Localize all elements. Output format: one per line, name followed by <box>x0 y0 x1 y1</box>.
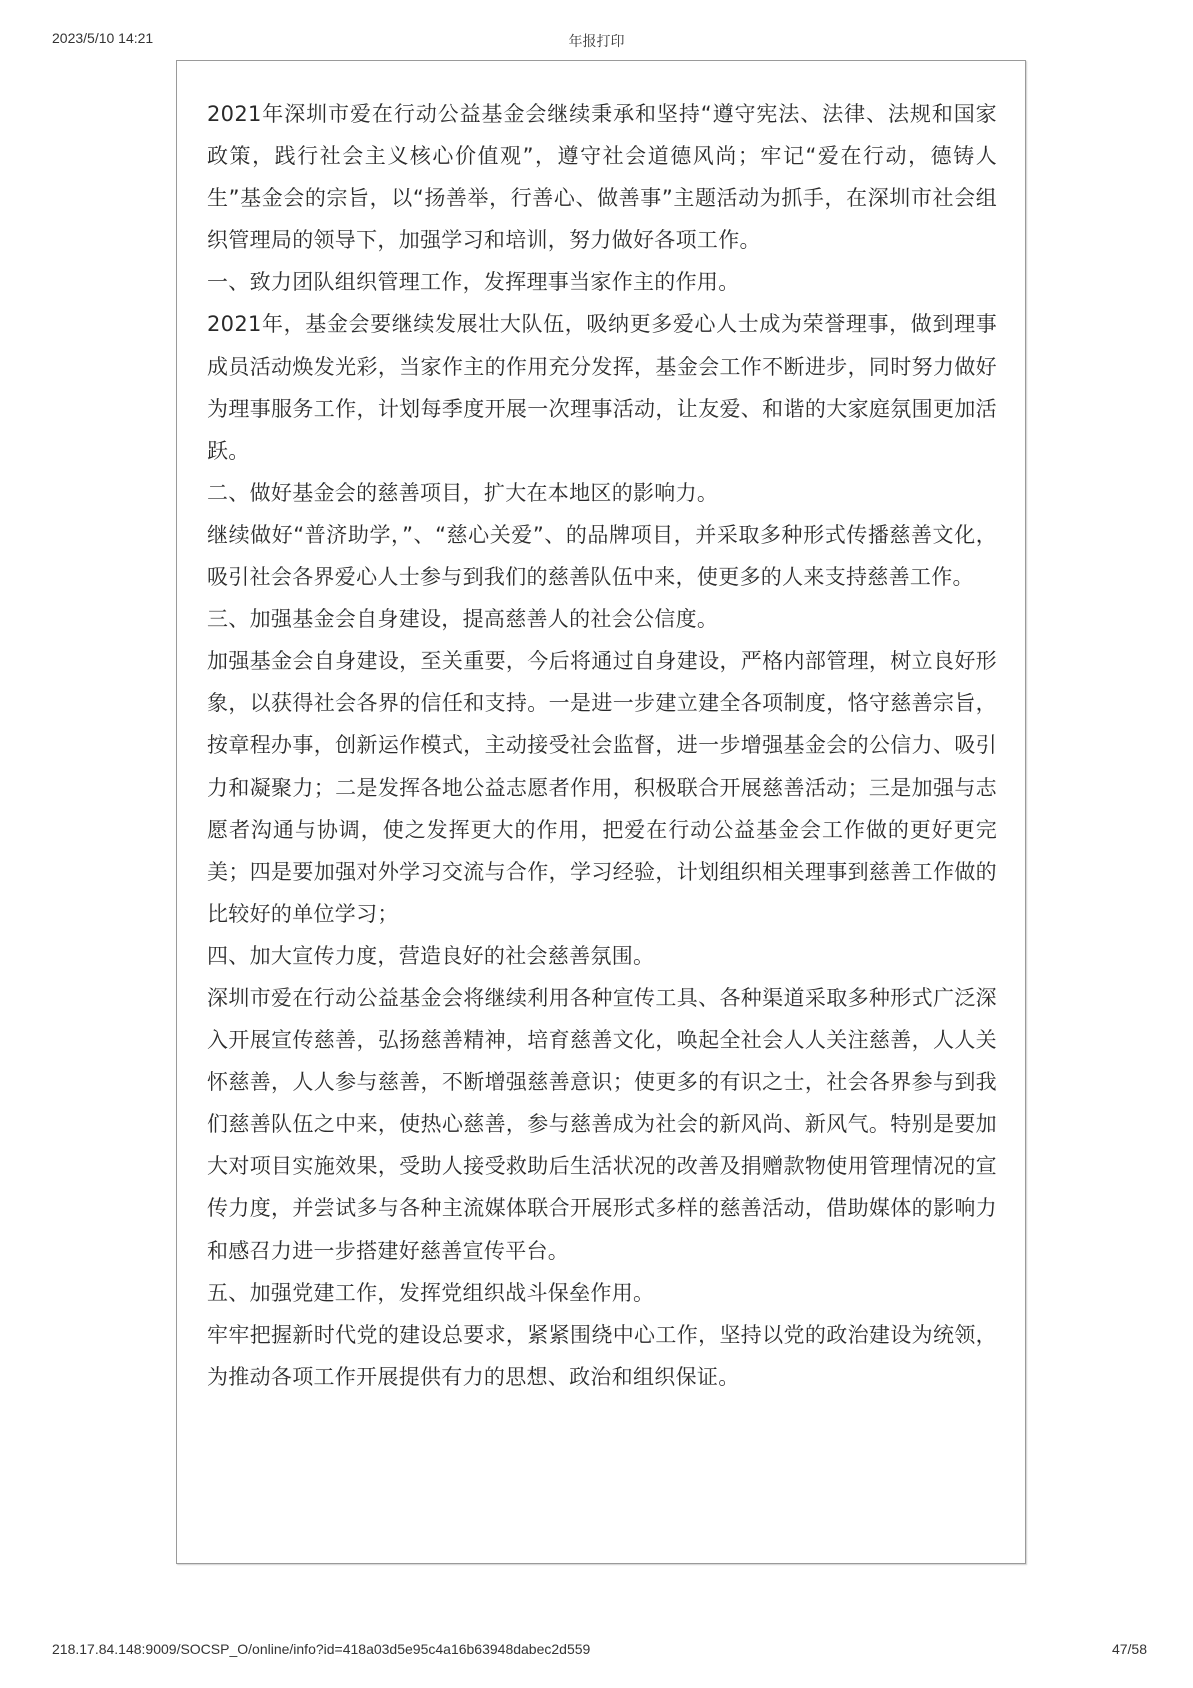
print-page-title: 年报打印 <box>568 34 625 50</box>
section-heading-4: 四、加大宣传力度，营造良好的社会慈善氛围。 <box>207 943 655 968</box>
paragraph-section-1: 2021年，基金会要继续发展壮大队伍，吸纳更多爱心人士成为荣誉理事，做到理事成员活动焕发光彩，当家作主的作用充分发挥，基金会工作不断进步，同时努力做好为理事服务工作，计划每季度开展一次理事活动，让友爱、和谐的大家庭氛围更加活跃。 <box>207 312 997 463</box>
report-body-text <box>207 93 997 1398</box>
section-heading-1: 一、致力团队组织管理工作，发挥理事当家作主的作用。 <box>207 270 740 295</box>
paragraph-section-4: 深圳市爱在行动公益基金会将继续利用各种宣传工具、各种渠道采取多种形式广泛深 入开展宣传慈善，弘扬慈善精神，培育慈善文化，唤起全社会人人关注慈善，人人关怀慈善，人人参与慈善，不断增强慈善意识；使更多的有识之士，社会各界参与到我们慈善队伍之中来，使热心慈善，参与慈善成为社会的新风尚、新风气。特别是要加大对项目实施效果，受助人接受救助后生活状况的改善及捐赠款物使用管理情况的宣传力度，并尝试多与各种主流媒体联合开展形式多样的慈善活动，借助媒体的影响力和感召力进一步搭建好慈善宣传平台。 <box>207 985 997 1263</box>
page-number: 47/58 <box>1111 1641 1147 1657</box>
paragraph-section-2: 继续做好“普济助学，”、“慈心关爱”、的品牌项目，并采取多种形式传播慈善文化，吸引社会各界爱心人士参与到我们的慈善队伍中来，使更多的人来支持慈善工作。 <box>207 522 997 590</box>
section-heading-2: 二、做好基金会的慈善项目，扩大在本地区的影响力。 <box>207 480 719 505</box>
section-heading-3: 三、加强基金会自身建设，提高慈善人的社会公信度。 <box>207 607 719 632</box>
paragraph-section-3: 加强基金会自身建设，至关重要，今后将通过自身建设，严格内部管理，树立良好形象，以获得社会各界的信任和支持。一是进一步建立建全各项制度，恪守慈善宗旨，按章程办事，创新运作模式，主动接受社会监督，进一步增强基金会的公信力、吸引力和凝聚力；二是发挥各地公益志愿者作用，积极联合开展慈善活动；三是加强与志愿者沟通与协调，使之发挥更大的作用，把爱在行动公益基金会工作做的更好更完美；四是要加强对外学习交流与合作，学习经验，计划组织相关理事到慈善工作做的比较好的单位学习； <box>207 649 997 926</box>
section-heading-5: 五、加强党建工作，发挥党组织战斗保垒作用。 <box>207 1280 655 1305</box>
print-datetime: 2023/5/10 14:21 <box>52 30 154 46</box>
paragraph-section-5: 牢牢把握新时代党的建设总要求，紧紧围绕中心工作，坚持以党的政治建设为统领，为推动各项工作开展提供有力的思想、政治和组织保证。 <box>207 1322 997 1389</box>
paragraph-intro: 2021年深圳市爱在行动公益基金会继续秉承和坚持“遵守宪法、法律、法规和国家政策，践行社会主义核心价值观”，遵守社会道德风尚；牢记“爱在行动，德铸人生”基金会的宗旨，以“扬善举，行善心、做善事”主题活动为抓手，在深圳市社会组织管理局的领导下，加强学习和培训，努力做好各项工作。 <box>207 102 997 253</box>
print-url: 218.17.84.148:9009/SOCSP_O/online/info?id=418a03d5e95c4a16b63948dabec2d559 <box>52 1641 591 1657</box>
